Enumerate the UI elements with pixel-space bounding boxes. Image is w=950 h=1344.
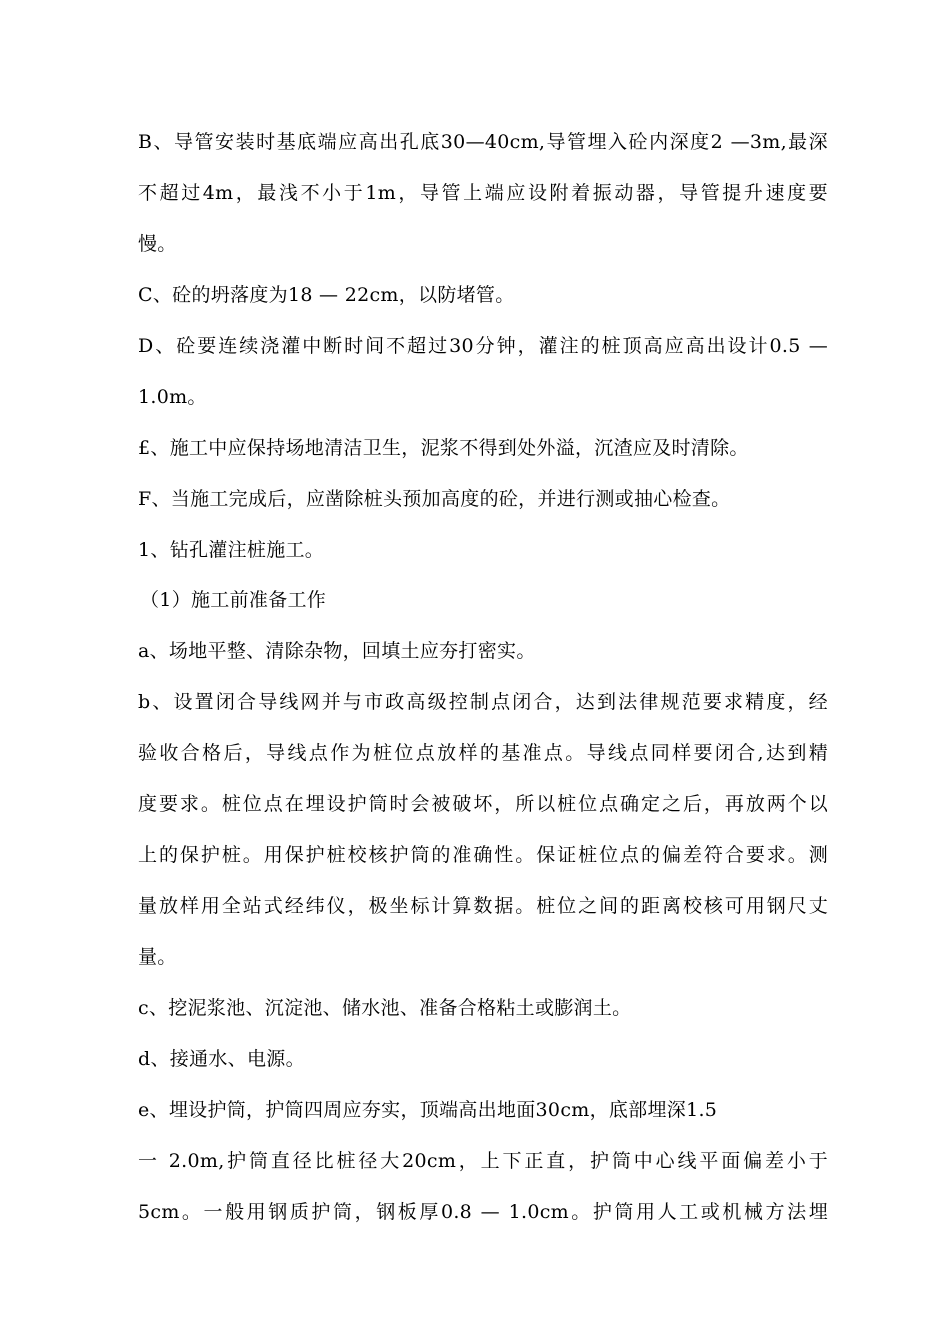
text-line: 不超过4m，最浅不小于1m，导管上端应设附着振动器，导管提升速度要 <box>138 182 828 204</box>
text-line: 度要求。桩位点在埋设护筒时会被破坏，所以桩位点确定之后，再放两个以 <box>138 793 828 815</box>
text-line: 量。 <box>138 946 177 968</box>
text-line: 慢。 <box>138 233 177 255</box>
section-heading: 1、钻孔灌注桩施工。 <box>138 539 325 561</box>
text-line: 1.0m。 <box>138 386 207 408</box>
text-line: a、场地平整、清除杂物，回填土应夯打密实。 <box>138 640 536 662</box>
text-line: C、砼的坍落度为18 — 22cm，以防堵管。 <box>138 284 515 306</box>
subsection-heading: （1）施工前准备工作 <box>140 589 327 611</box>
text-line: 验收合格后，导线点作为桩位点放样的基准点。导线点同样要闭合,达到精 <box>138 742 828 764</box>
text-line: 上的保护桩。用保护桩校核护筒的准确性。保证桩位点的偏差符合要求。测 <box>138 844 828 866</box>
text-line: d、接通水、电源。 <box>138 1048 305 1070</box>
text-line: D、砼要连续浇灌中断时间不超过30分钟，灌注的桩顶高应高出设计0.5 — <box>138 335 828 357</box>
text-line: c、挖泥浆池、沉淀池、储水池、准备合格粘土或膨润土。 <box>138 997 632 1019</box>
text-line: 5cm。一般用钢质护筒，钢板厚0.8 — 1.0cm。护筒用人工或机械方法埋 <box>138 1201 828 1223</box>
text-line: B、导管安装时基底端应高出孔底30—40cm,导管埋入砼内深度2 —3m,最深 <box>138 131 828 153</box>
text-line: 一 2.0m,护筒直径比桩径大20cm，上下正直，护筒中心线平面偏差小于 <box>138 1150 828 1172</box>
text-line: b、设置闭合导线网并与市政高级控制点闭合，达到法律规范要求精度，经 <box>138 691 828 713</box>
text-line: £、施工中应保持场地清洁卫生，泥浆不得到处外溢，沉渣应及时清除。 <box>138 437 749 459</box>
text-line: e、埋设护筒，护筒四周应夯实，顶端高出地面30cm，底部埋深1.5 <box>138 1099 718 1121</box>
text-line: 量放样用全站式经纬仪，极坐标计算数据。桩位之间的距离校核可用钢尺丈 <box>138 895 828 917</box>
text-line: F、当施工完成后，应凿除桩头预加高度的砼，并进行测或抽心检查。 <box>138 488 731 510</box>
